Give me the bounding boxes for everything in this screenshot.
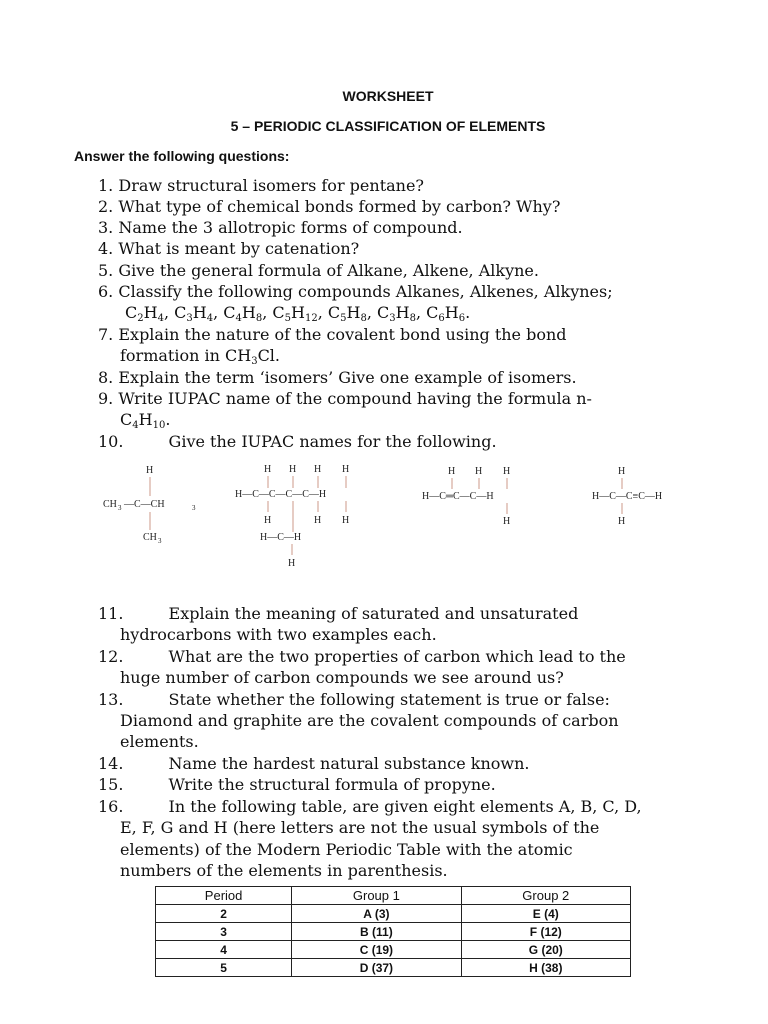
question-16-line-4: numbers of the elements in parenthesis. <box>120 861 448 880</box>
svg-text:H: H <box>264 515 272 526</box>
svg-text:H: H <box>146 465 154 476</box>
question-6 <box>98 281 613 302</box>
question-12 <box>98 646 626 667</box>
svg-text:3: 3 <box>158 537 162 545</box>
question-text: What are the two properties of carbon which lead to the <box>168 647 626 666</box>
table-header-cell: Group 2 <box>461 887 630 905</box>
compound-formula-list: $C_2H_4$, $C_3H_4$, $C_4H_8$, $C_5H_{12}$, $C_5H_8$, $C_3H_8$, $C_6H_6$. <box>125 303 471 324</box>
svg-text:3: 3 <box>192 504 196 512</box>
table-cell: 5 <box>156 959 292 977</box>
question-number: 3. <box>98 218 114 237</box>
question-number: 11. <box>98 604 124 623</box>
question-9 <box>98 388 592 409</box>
svg-text:H: H <box>288 558 296 569</box>
question-number: 15. <box>98 775 124 794</box>
svg-text:H: H <box>264 464 272 475</box>
svg-text:H: H <box>448 466 456 477</box>
table-header-cell: Group 1 <box>292 887 461 905</box>
table-cell: G (20) <box>461 941 630 959</box>
elements-table <box>155 886 631 977</box>
question-text: State whether the following statement is true or false: <box>168 690 610 709</box>
worksheet-title: WORKSHEET <box>342 88 434 104</box>
question-9-formula: $C_4H_{10}$. <box>120 410 171 431</box>
table-cell: 2 <box>156 905 292 923</box>
table-cell: B (11) <box>292 923 461 941</box>
question-8 <box>98 367 577 388</box>
table-row <box>156 941 631 959</box>
table-cell: 4 <box>156 941 292 959</box>
question-16-line-3: elements) of the Modern Periodic Table with the atomic <box>120 840 573 859</box>
table-cell: A (3) <box>292 905 461 923</box>
svg-text:H: H <box>475 466 483 477</box>
structure-3 <box>420 462 550 535</box>
question-number: 5. <box>98 261 114 280</box>
svg-text:H—C—C—C—C—H: H—C—C—C—C—H <box>235 489 327 500</box>
svg-text:H: H <box>314 464 322 475</box>
question-13 <box>98 689 610 710</box>
question-12-line-2: huge number of carbon compounds we see around us? <box>120 668 564 687</box>
question-number: 2. <box>98 197 114 216</box>
structure-4 <box>590 462 720 535</box>
question-number: 14. <box>98 754 124 773</box>
question-number: 7. <box>98 325 114 344</box>
table-cell: H (38) <box>461 959 630 977</box>
svg-text:H: H <box>618 466 626 477</box>
question-4 <box>98 238 359 259</box>
question-number: 16. <box>98 797 124 816</box>
question-11 <box>98 603 578 624</box>
question-text: Explain the meaning of saturated and unsaturated <box>168 604 579 623</box>
table-row <box>156 923 631 941</box>
question-number: 4. <box>98 239 114 258</box>
question-7 <box>98 324 567 345</box>
question-text: Give the IUPAC names for the following. <box>168 432 497 451</box>
question-number: 9. <box>98 389 114 408</box>
instruction: Answer the following questions: <box>74 148 290 164</box>
table-cell: E (4) <box>461 905 630 923</box>
table-cell: D (37) <box>292 959 461 977</box>
question-number: 6. <box>98 282 114 301</box>
worksheet-subtitle: 5 – PERIODIC CLASSIFICATION OF ELEMENTS <box>230 118 546 134</box>
question-13-line-3: elements. <box>120 732 199 751</box>
table-row <box>156 905 631 923</box>
structure-2 <box>232 460 392 575</box>
table-row <box>156 959 631 977</box>
question-text: Classify the following compounds Alkanes, Alkenes, Alkynes; <box>118 282 613 301</box>
question-11-line-2: hydrocarbons with two examples each. <box>120 625 437 644</box>
svg-text:H: H <box>618 516 626 527</box>
svg-text:H: H <box>289 464 297 475</box>
question-number: 13. <box>98 690 124 709</box>
table-cell: 3 <box>156 923 292 941</box>
question-5 <box>98 260 539 281</box>
svg-text:H—C—H: H—C—H <box>260 532 302 543</box>
question-text: Name the hardest natural substance known. <box>168 754 530 773</box>
table-header-row <box>156 887 631 905</box>
question-text: Name the 3 allotropic forms of compound. <box>118 218 463 237</box>
question-text: In the following table, are given eight elements A, B, C, D, <box>168 797 642 816</box>
table-cell: C (19) <box>292 941 461 959</box>
svg-text:H: H <box>314 515 322 526</box>
structure-1 <box>100 460 210 553</box>
svg-text:H—C═C—C—H: H—C═C—C—H <box>422 491 494 502</box>
question-text: Give the general formula of Alkane, Alkene, Alkyne. <box>118 261 539 280</box>
svg-text:—C—CH: —C—CH <box>124 499 165 510</box>
svg-text:3: 3 <box>118 504 122 512</box>
question-13-line-2: Diamond and graphite are the covalent compounds of carbon <box>120 711 619 730</box>
question-3 <box>98 217 463 238</box>
table-header-cell: Period <box>156 887 292 905</box>
question-16 <box>98 796 642 817</box>
svg-text:H: H <box>342 515 350 526</box>
question-14 <box>98 753 529 774</box>
svg-text:H: H <box>503 466 511 477</box>
question-number: 12. <box>98 647 124 666</box>
question-text: Explain the nature of the covalent bond using the bond <box>118 325 567 344</box>
svg-text:CH: CH <box>103 499 117 510</box>
question-7-line-2: formation in $CH_3Cl$. <box>120 346 281 367</box>
question-text: Explain the term ‘isomers’ Give one example of isomers. <box>118 368 577 387</box>
question-text: What type of chemical bonds formed by carbon? Why? <box>118 197 561 216</box>
question-text: Write IUPAC name of the compound having the formula n- <box>118 389 592 408</box>
question-16-line-2: E, F, G and H (here letters are not the usual symbols of the <box>120 818 600 837</box>
question-text: Write the structural formula of propyne. <box>168 775 496 794</box>
question-2 <box>98 196 560 217</box>
question-number: 10. <box>98 432 124 451</box>
svg-text:H: H <box>503 516 511 527</box>
table-cell: F (12) <box>461 923 630 941</box>
svg-text:H: H <box>342 464 350 475</box>
svg-text:H—C—C≡C—H: H—C—C≡C—H <box>592 491 663 502</box>
question-number: 8. <box>98 368 114 387</box>
question-text: Draw structural isomers for pentane? <box>118 176 425 195</box>
svg-text:CH: CH <box>143 532 157 543</box>
question-15 <box>98 774 496 795</box>
question-number: 1. <box>98 176 114 195</box>
question-10 <box>98 431 497 452</box>
question-text: What is meant by catenation? <box>118 239 360 258</box>
question-1 <box>98 175 424 196</box>
